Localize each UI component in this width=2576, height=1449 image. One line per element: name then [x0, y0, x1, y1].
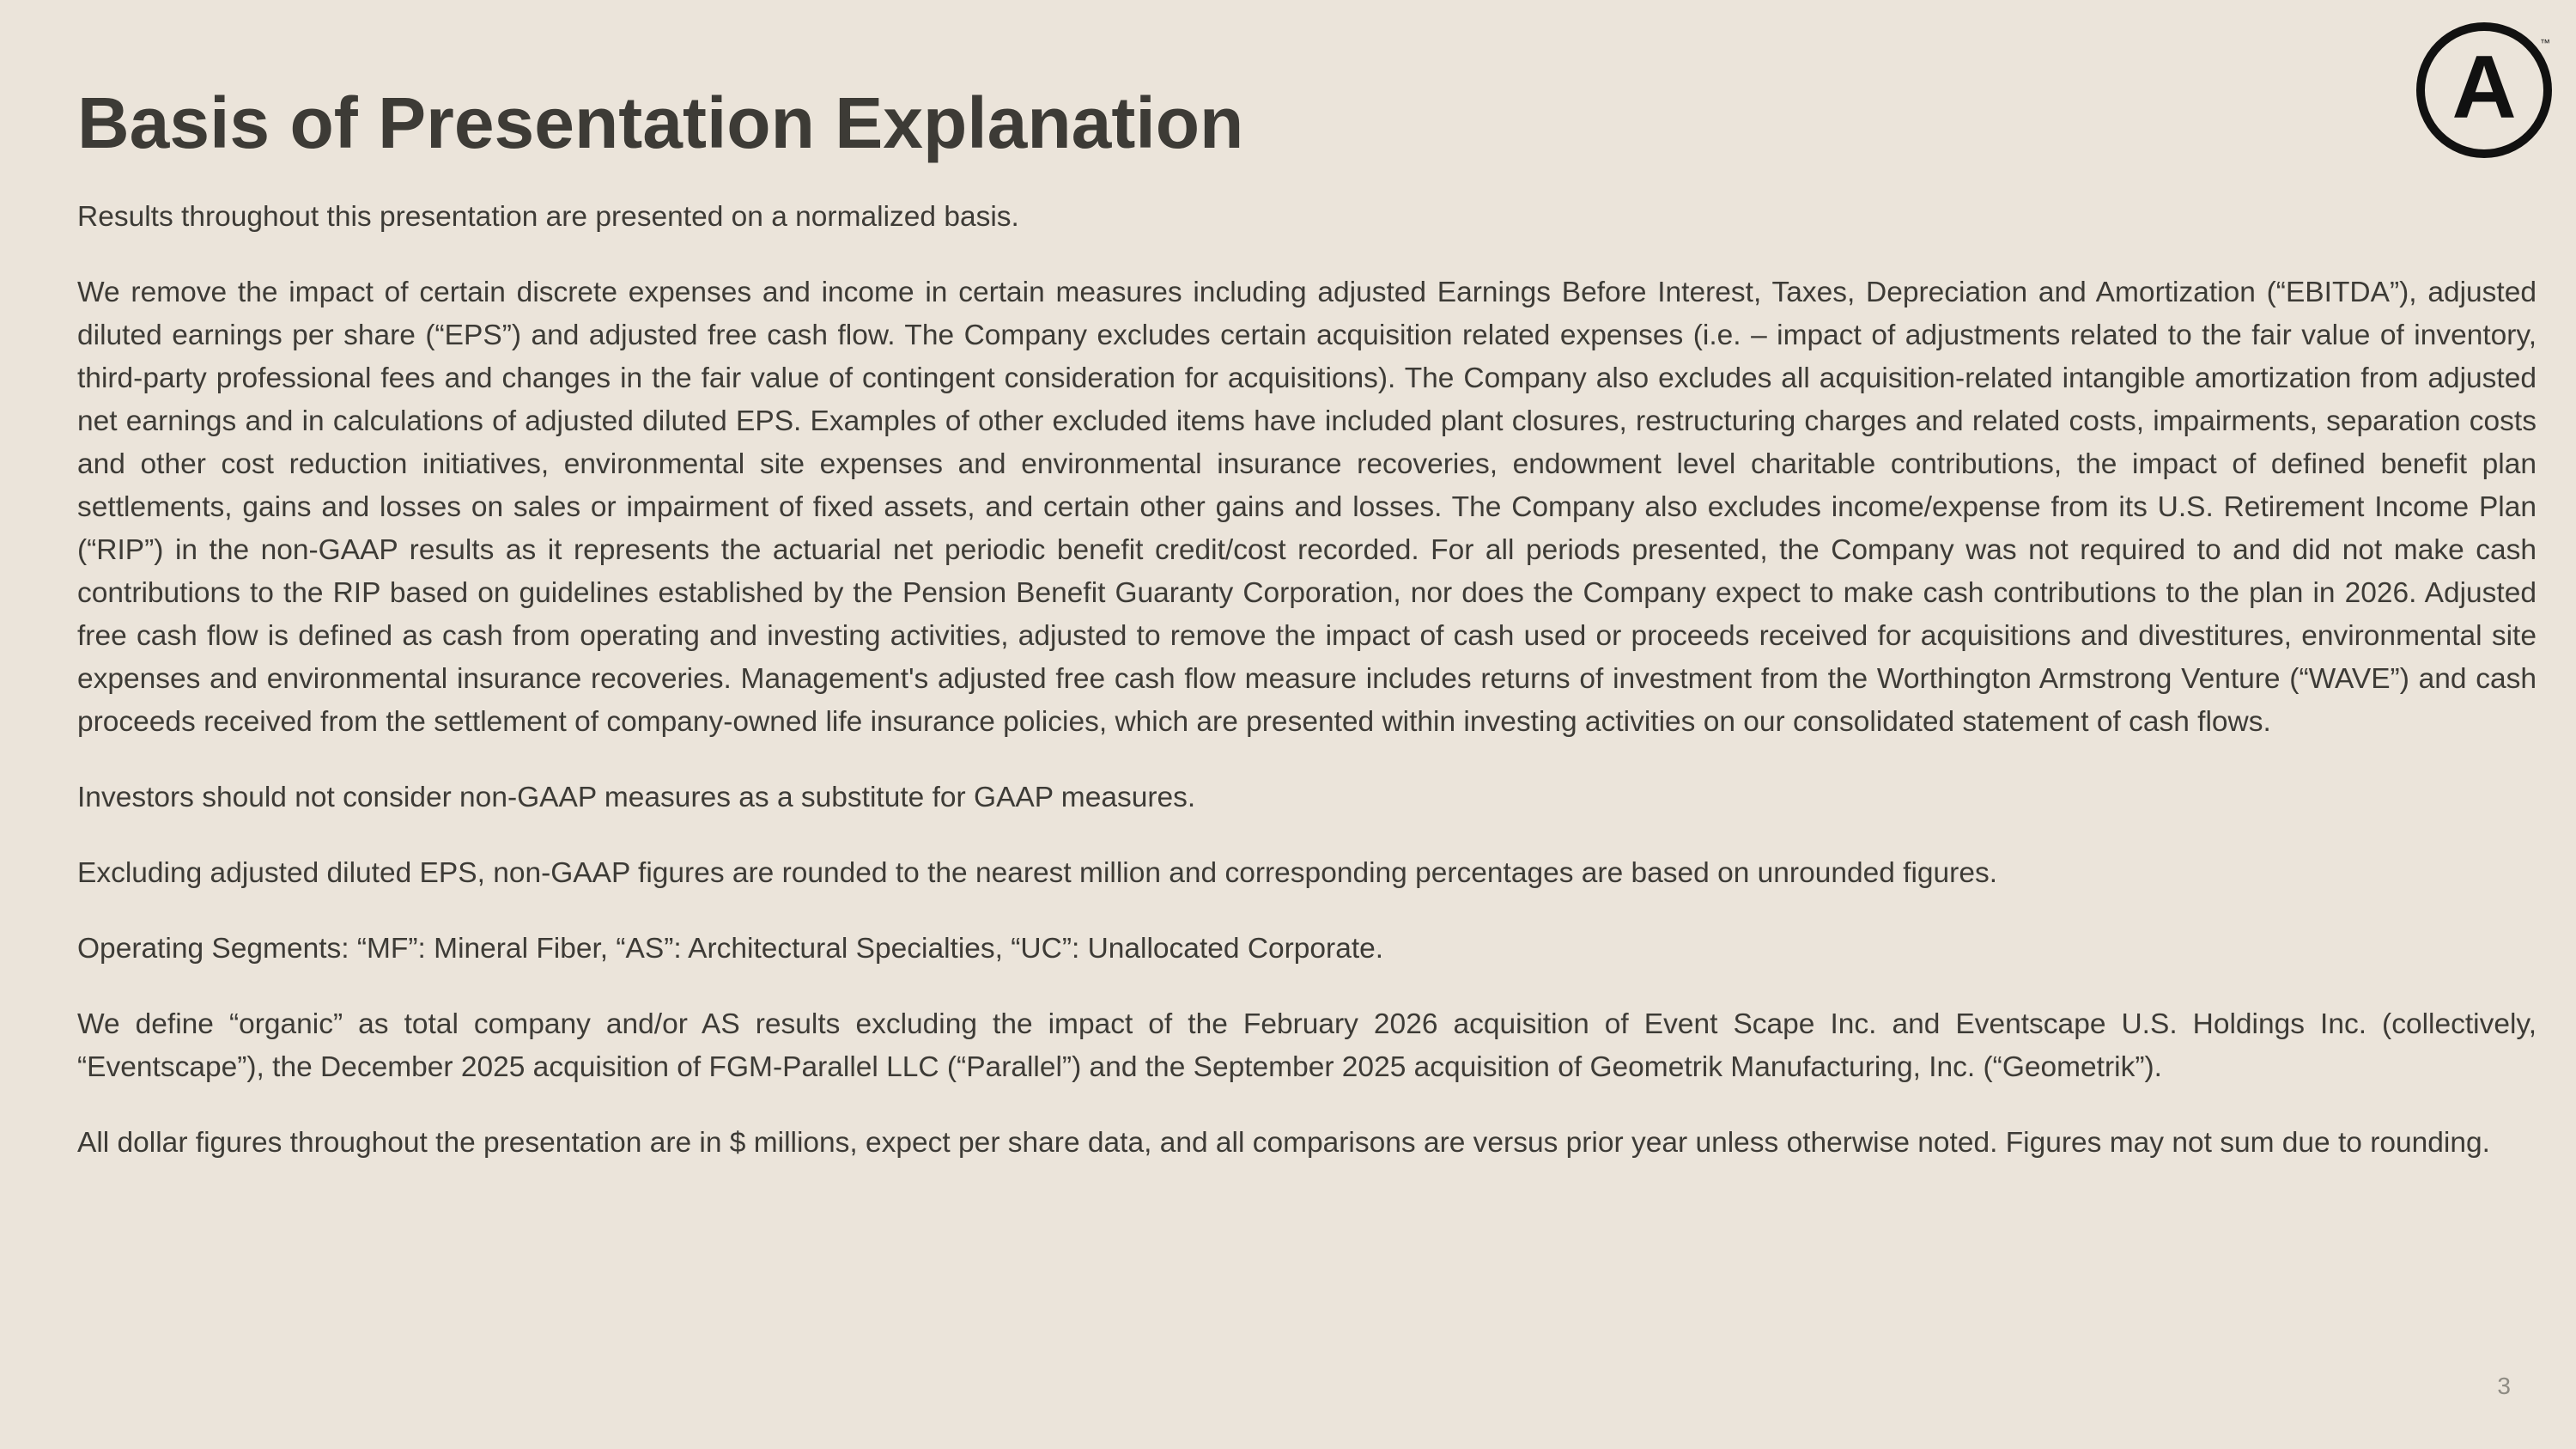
trademark-symbol: ™ [2540, 37, 2550, 49]
a-circle-logo-icon [2415, 21, 2554, 160]
slide-body [77, 196, 2537, 1197]
paragraph-investor-caution: Investors should not consider non-GAAP measures as a substitute for GAAP measures. [77, 782, 1196, 813]
paragraph-dollar-figures: All dollar figures throughout the presentation are in $ millions, expect per share data, and all comparisons are versus prior year unless otherwise noted. Figures may not sum due to rounding. [77, 1127, 2490, 1159]
slide-title: Basis of Presentation Explanation [77, 82, 1244, 163]
paragraph-non-gaap-measures: We remove the impact of certain discrete expenses and income in certain measures including adjusted Earnings Before Interest, Taxes, Depreciation and Amortization (“EBITDA”), adjusted diluted earnings per share (“EPS”) and adjusted free cash flow. The Company excludes certain acquisition related expenses (i.e. – impact of adjustments related to the fair value of inventory, third-party professional fees and changes in the fair value of contingent consideration for acquisitions). The Company also excludes all acquisition-related intangible amortization from adjusted net earnings and in calculations of adjusted diluted EPS. Examples of other excluded items have included plant closures, restructuring charges and related costs, impairments, separation costs and other cost reduction initiatives, environmental site expenses and environmental insurance recoveries, endowment level charitable contributions, the impact of defined benefit plan settlements, gains and losses on sales or impairment of fixed assets, and certain other gains and losses. The Company also excludes income/expense from its U.S. Retirement Income Plan (“RIP”) in the non-GAAP results as it represents the actuarial net periodic benefit credit/cost recorded. For all periods presented, the Company was not required to and did not make cash contributions to the RIP based on guidelines established by the Pension Benefit Guaranty Corporation, nor does the Company expect to make cash contributions to the plan in 2026. Adjusted free cash flow is defined as cash from operating and investing activities, adjusted to remove the impact of cash used or proceeds received for acquisitions and divestitures, environmental site expenses and environmental insurance recoveries. Management's adjusted free cash flow measure includes returns of investment from the Worthington Armstrong Venture (“WAVE”) and cash proceeds received from the settlement of company-owned life insurance policies, which are presented within investing activities on our consolidated statement of cash flows. [77, 277, 2537, 738]
paragraph-organic-definition: We define “organic” as total company and/or AS results excluding the impact of the February 2026 acquisition of Event Scape Inc. and Eventscape U.S. Holdings Inc. (collectively, “Eventscape”), the December 2025 acquisition of FGM-Parallel LLC (“Parallel”) and the September 2025 acquisition of Geometrik Manufacturing, Inc. (“Geometrik”). [77, 1008, 2537, 1083]
paragraph-normalized-basis: Results throughout this presentation are presented on a normalized basis. [77, 201, 1019, 233]
company-logo-icon [2415, 21, 2554, 160]
logo-letter: A [2451, 38, 2517, 137]
paragraph-operating-segments: Operating Segments: “MF”: Mineral Fiber, “AS”: Architectural Specialties, “UC”: Unallocated Corporate. [77, 933, 1384, 965]
paragraph-rounding: Excluding adjusted diluted EPS, non-GAAP figures are rounded to the nearest million and corresponding percentages are based on unrounded figures. [77, 857, 1998, 889]
page-number: 3 [2497, 1373, 2511, 1399]
